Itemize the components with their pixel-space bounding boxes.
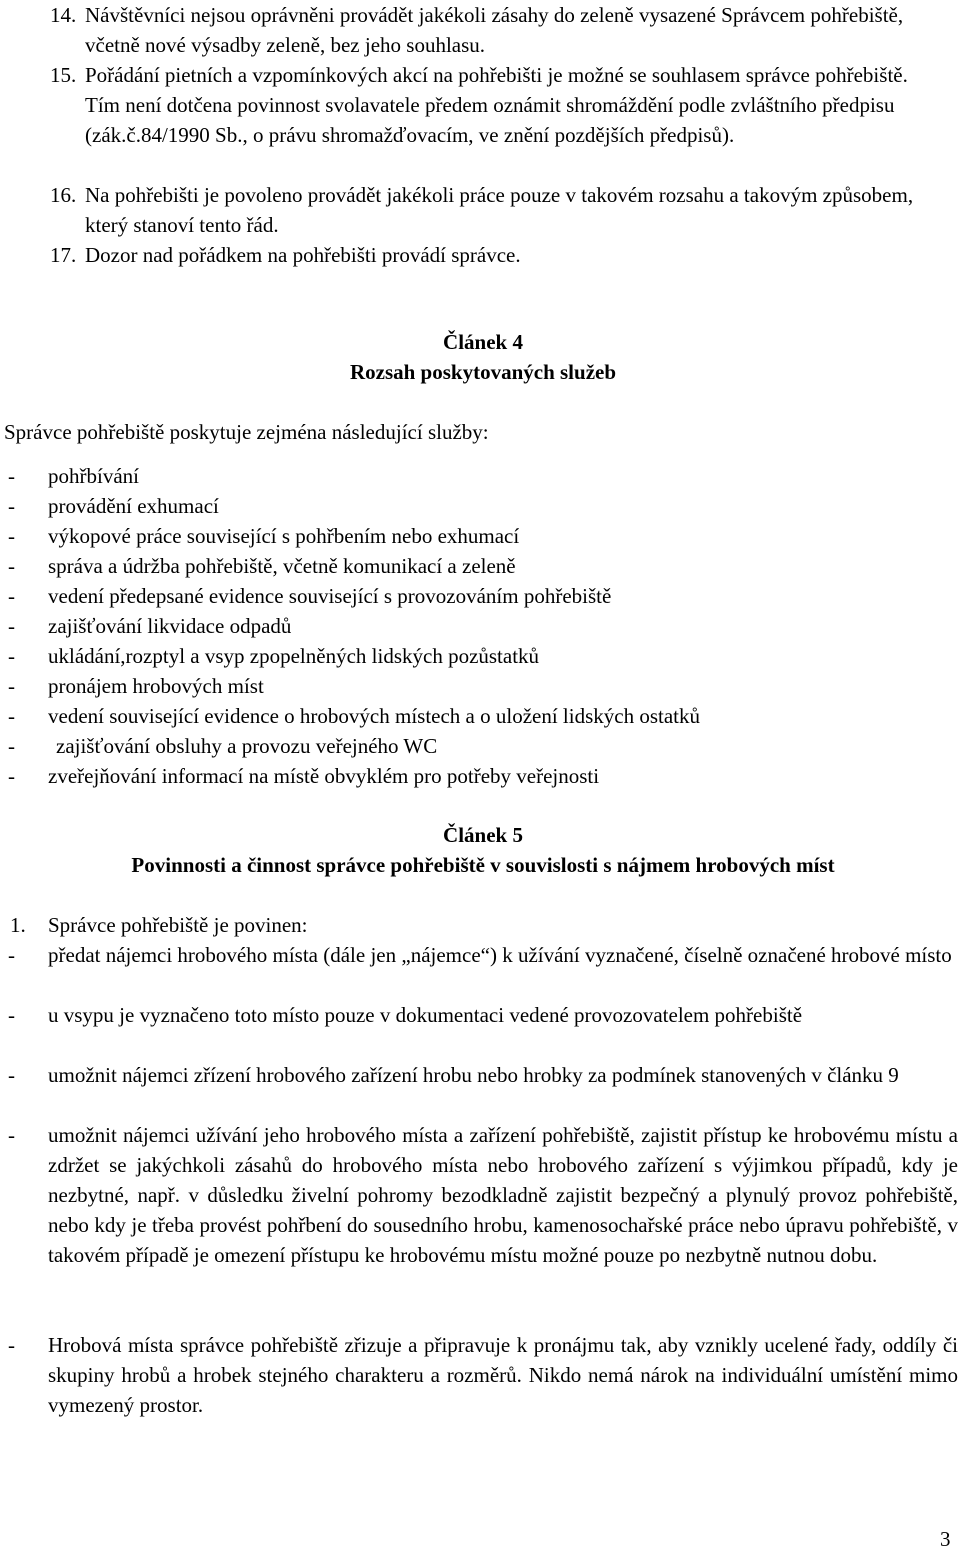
article-4-intro: Správce pohřebiště poskytuje zejména následující služby: — [4, 420, 489, 444]
article-4-title: Článek 4 — [443, 330, 523, 354]
point-number: 1. — [10, 913, 26, 937]
point-text: Návštěvníci nejsou oprávněni provádět jakékoli zásahy do zeleně vysazené Správcem pohřebiště, včetně nové výsadby zeleně, bez jeho souhlasu. — [85, 3, 904, 57]
article-5-subtitle: Povinnosti a činnost správce pohřebiště v souvislosti s nájmem hrobových míst — [131, 853, 835, 877]
point-text: Dozor nad pořádkem na pohřebišti provádí správce. — [85, 243, 521, 267]
article-4-subtitle: Rozsah poskytovaných služeb — [349, 360, 617, 384]
document-page: 14. Návštěvníci nejsou oprávněni provádět jakékoli zásahy do zeleně vysazené Správcem pohřebiště, včetně nové výsadby zeleně, bez jeho souhlasu. 15. Pořádání pietních a vzpomínkových akcí na pohřebišti je možné se souhlasem správce pohřebiště. Tím není dotčena povinnost svolavatele předem oznámit shromáždění podle zvláštního předpisu (zák.č.84/1990 Sb., o právu shromažďovacím, ve znění pozdějších předpisů). 16. Na pohřebišti je povoleno provádět jakékoli práce pouze v takovém rozsahu a takovým způsobem, který stanoví tento řád. 17. Dozor nad pořádkem na pohřebišti provádí správce. Článek 4 Rozsah poskytovaných služeb Správce pohřebiště poskytuje zejména následující služby: - pohřbívání - provádění exhumací - výkopové práce související s pohřbením nebo exhumací - správa a údržba pohřebiště, včetně komunikací a zeleně - vedení předepsané evidence související s provozováním pohřebiště - zajišťování likvidace odpadů - ukládání,rozptyl a vsyp zpopelněných lidských pozůstatků - pronájem hrobových míst - vedení související evidence o hrobových místech a o uložení lidských ostatků - zajišťování obsluhy a provozu veřejného WC - zveřejňování informací na místě obvyklém pro potřeby veřejnosti Článek 5 Povinnosti a činnost správce pohřebiště v souvislosti s nájmem hrobových míst 1. Správce pohřebiště je povinen: - předat nájemci hrobového místa (dále jen „nájemce“) k užívání vyznačené, číselně označené hrobové místo - u vsypu je vyznačeno toto místo pouze v dokumentaci vedené provozovatelem pohřebiště - umožnit nájemci zřízení hrobového zařízení hrobu nebo hrobky za podmínek stanovených v článku 9 - umožnit nájemci užívání jeho hrobového místa a zařízení pohřebiště, zajistit přístup ke hrobovému místu a zdržet se jakýchkoli zásahů do hrobového místa nebo hrobového zařízení s výjimkou případů, kdy je nezbytné, např. v důsledku živelní pohromy bezodkladně zajistit bezpečný a plynulý provoz pohřebiště, nebo kdy je třeba provést pohřbení do sousedního hrobu, kamenosochařské práce nebo úpravu pohřebiště, v takovém případě je omezení přístupu ke hrobovému místu možné pouze po nezbytně nutnou dobu. - Hrobová místa správce pohřebiště zřizuje a připravuje k pronájmu tak, aby vznikly ucelené řady, oddíly či skupiny hrobů a hrobek stejného charakteru a rozměrů. Nikdo nemá nárok na individuální umístění mimo vymezený prostor. 3 — [0, 0, 960, 1561]
point-text: Pořádání pietních a vzpomínkových akcí na pohřebišti je možné se souhlasem správce pohřebiště. Tím není dotčena povinnost svolavatele předem oznámit shromáždění podle zvláštního předpisu (zák.č.84/1990 Sb., o právu shromažďovacím, ve znění pozdějších předpisů). — [85, 63, 908, 147]
point-number: 14. — [50, 3, 77, 27]
page-number: 3 — [940, 1527, 951, 1551]
point-number: 15. — [50, 63, 77, 87]
point-number: 16. — [50, 183, 77, 207]
point-text: Správce pohřebiště je povinen: — [48, 913, 308, 937]
point-number: 17. — [50, 243, 77, 267]
article-5-title: Článek 5 — [443, 823, 523, 847]
point-text: Na pohřebišti je povoleno provádět jakékoli práce pouze v takovém rozsahu a takovým způsobem, který stanoví tento řád. — [85, 183, 914, 237]
